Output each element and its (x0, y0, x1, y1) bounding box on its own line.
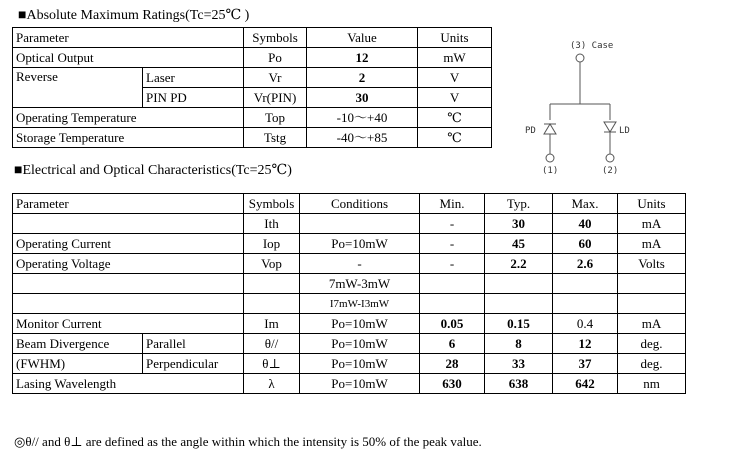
header-conditions: Conditions (300, 194, 420, 214)
row-param: Operating Current (13, 234, 244, 254)
table-row (13, 108, 492, 128)
row-cond: I7mW-I3mW (300, 294, 420, 314)
row-min: 28 (420, 354, 485, 374)
row-sub: PIN PD (143, 88, 244, 108)
row-symbol: Vr (244, 68, 307, 88)
row-param: Reverse (13, 68, 143, 108)
row-typ: 638 (485, 374, 553, 394)
table-row (13, 214, 686, 234)
row-cond: Po=10mW (300, 234, 420, 254)
row-value: -10～+40 (307, 108, 418, 128)
row-symbol: Im (244, 314, 300, 334)
table-row (13, 354, 686, 374)
row-unit: mA (618, 214, 686, 234)
eoc-table (12, 193, 686, 394)
row-min: - (420, 214, 485, 234)
row-symbol: Tstg (244, 128, 307, 148)
row-max: 37 (553, 354, 618, 374)
row-cond: Po=10mW (300, 334, 420, 354)
row-value: 12 (307, 48, 418, 68)
table-row (13, 314, 686, 334)
row-symbol: λ (244, 374, 300, 394)
header-units: Units (618, 194, 686, 214)
table-row (13, 274, 686, 294)
row-min: 630 (420, 374, 485, 394)
header-min: Min. (420, 194, 485, 214)
row-unit: mA (618, 234, 686, 254)
pin-diagram (520, 30, 640, 180)
eoc-heading: ■Electrical and Optical Characteristics(Tc=25℃) (14, 163, 292, 178)
row-symbol: Vr(PIN) (244, 88, 307, 108)
row-max: 12 (553, 334, 618, 354)
row-typ: 2.2 (485, 254, 553, 274)
header-parameter: Parameter (13, 194, 244, 214)
row-max (553, 274, 618, 294)
row-cond (300, 214, 420, 234)
row-unit: deg. (618, 334, 686, 354)
header-parameter: Parameter (13, 28, 244, 48)
pin2-label: (2) (602, 166, 619, 176)
row-param: Lasing Wavelength (13, 374, 244, 394)
row-param: (FWHM) (13, 354, 143, 374)
row-typ: 8 (485, 334, 553, 354)
row-cond: Po=10mW (300, 314, 420, 334)
row-param: Optical Output (13, 48, 244, 68)
abs-max-heading: ■Absolute Maximum Ratings(Tc=25℃ ) (18, 8, 250, 23)
row-unit: V (418, 88, 492, 108)
footnote: ◎θ// and θ⊥ are defined as the angle within which the intensity is 50% of the peak value. (14, 434, 482, 449)
row-symbol: Vop (244, 254, 300, 274)
row-param: Operating Temperature (13, 108, 244, 128)
row-sub: Laser (143, 68, 244, 88)
row-min (420, 274, 485, 294)
row-typ: 0.15 (485, 314, 553, 334)
table-row (13, 48, 492, 68)
pd-diode-icon (544, 124, 556, 134)
table-row (13, 68, 492, 88)
header-symbols: Symbols (244, 194, 300, 214)
table-row (13, 254, 686, 274)
row-unit: Volts (618, 254, 686, 274)
row-value: -40～+85 (307, 128, 418, 148)
row-max: 0.4 (553, 314, 618, 334)
row-param (13, 214, 244, 234)
table-row (13, 334, 686, 354)
row-max: 642 (553, 374, 618, 394)
row-unit: ℃ (418, 108, 492, 128)
row-param: Storage Temperature (13, 128, 244, 148)
row-symbol: Top (244, 108, 307, 128)
table-row (13, 234, 686, 254)
pin2-circle (606, 154, 614, 162)
row-value: 30 (307, 88, 418, 108)
row-min: - (420, 234, 485, 254)
row-unit (618, 274, 686, 294)
row-param: Operating Voltage (13, 254, 244, 274)
row-max (553, 294, 618, 314)
row-typ (485, 294, 553, 314)
table-row (13, 374, 686, 394)
row-sub: Parallel (143, 334, 244, 354)
row-symbol: Iop (244, 234, 300, 254)
row-unit: mA (618, 314, 686, 334)
row-min (420, 294, 485, 314)
row-max: 2.6 (553, 254, 618, 274)
pin1-circle (546, 154, 554, 162)
row-symbol: θ// (244, 334, 300, 354)
row-unit (618, 294, 686, 314)
header-max: Max. (553, 194, 618, 214)
row-cond: Po=10mW (300, 354, 420, 374)
row-unit: deg. (618, 354, 686, 374)
table-header-row (13, 194, 686, 214)
ld-label: LD (619, 126, 630, 136)
row-unit: nm (618, 374, 686, 394)
header-units: Units (418, 28, 492, 48)
row-sub: Perpendicular (143, 354, 244, 374)
row-cond: Po=10mW (300, 374, 420, 394)
row-param: Monitor Current (13, 314, 244, 334)
row-param (13, 294, 244, 314)
row-unit: mW (418, 48, 492, 68)
row-param (13, 274, 244, 294)
row-max: 60 (553, 234, 618, 254)
row-symbol: Po (244, 48, 307, 68)
row-cond: - (300, 254, 420, 274)
case-pin-circle (576, 54, 584, 62)
pd-label: PD (525, 126, 536, 136)
row-cond: 7mW-3mW (300, 274, 420, 294)
row-min: - (420, 254, 485, 274)
row-max: 40 (553, 214, 618, 234)
row-unit: ℃ (418, 128, 492, 148)
row-symbol: Ith (244, 214, 300, 234)
abs-max-table (12, 27, 492, 148)
table-row (13, 294, 686, 314)
ld-diode-icon (604, 122, 616, 132)
case-label: (3) Case (570, 41, 614, 51)
row-unit: V (418, 68, 492, 88)
header-value: Value (307, 28, 418, 48)
row-symbol: θ⊥ (244, 354, 300, 374)
row-typ: 33 (485, 354, 553, 374)
row-value: 2 (307, 68, 418, 88)
row-min: 0.05 (420, 314, 485, 334)
row-param: Beam Divergence (13, 334, 143, 354)
pin1-label: (1) (542, 166, 559, 176)
row-typ: 45 (485, 234, 553, 254)
header-symbols: Symbols (244, 28, 307, 48)
table-header-row (13, 28, 492, 48)
header-typ: Typ. (485, 194, 553, 214)
row-symbol (244, 274, 300, 294)
row-symbol (244, 294, 300, 314)
row-typ (485, 274, 553, 294)
row-typ: 30 (485, 214, 553, 234)
table-row (13, 128, 492, 148)
row-min: 6 (420, 334, 485, 354)
